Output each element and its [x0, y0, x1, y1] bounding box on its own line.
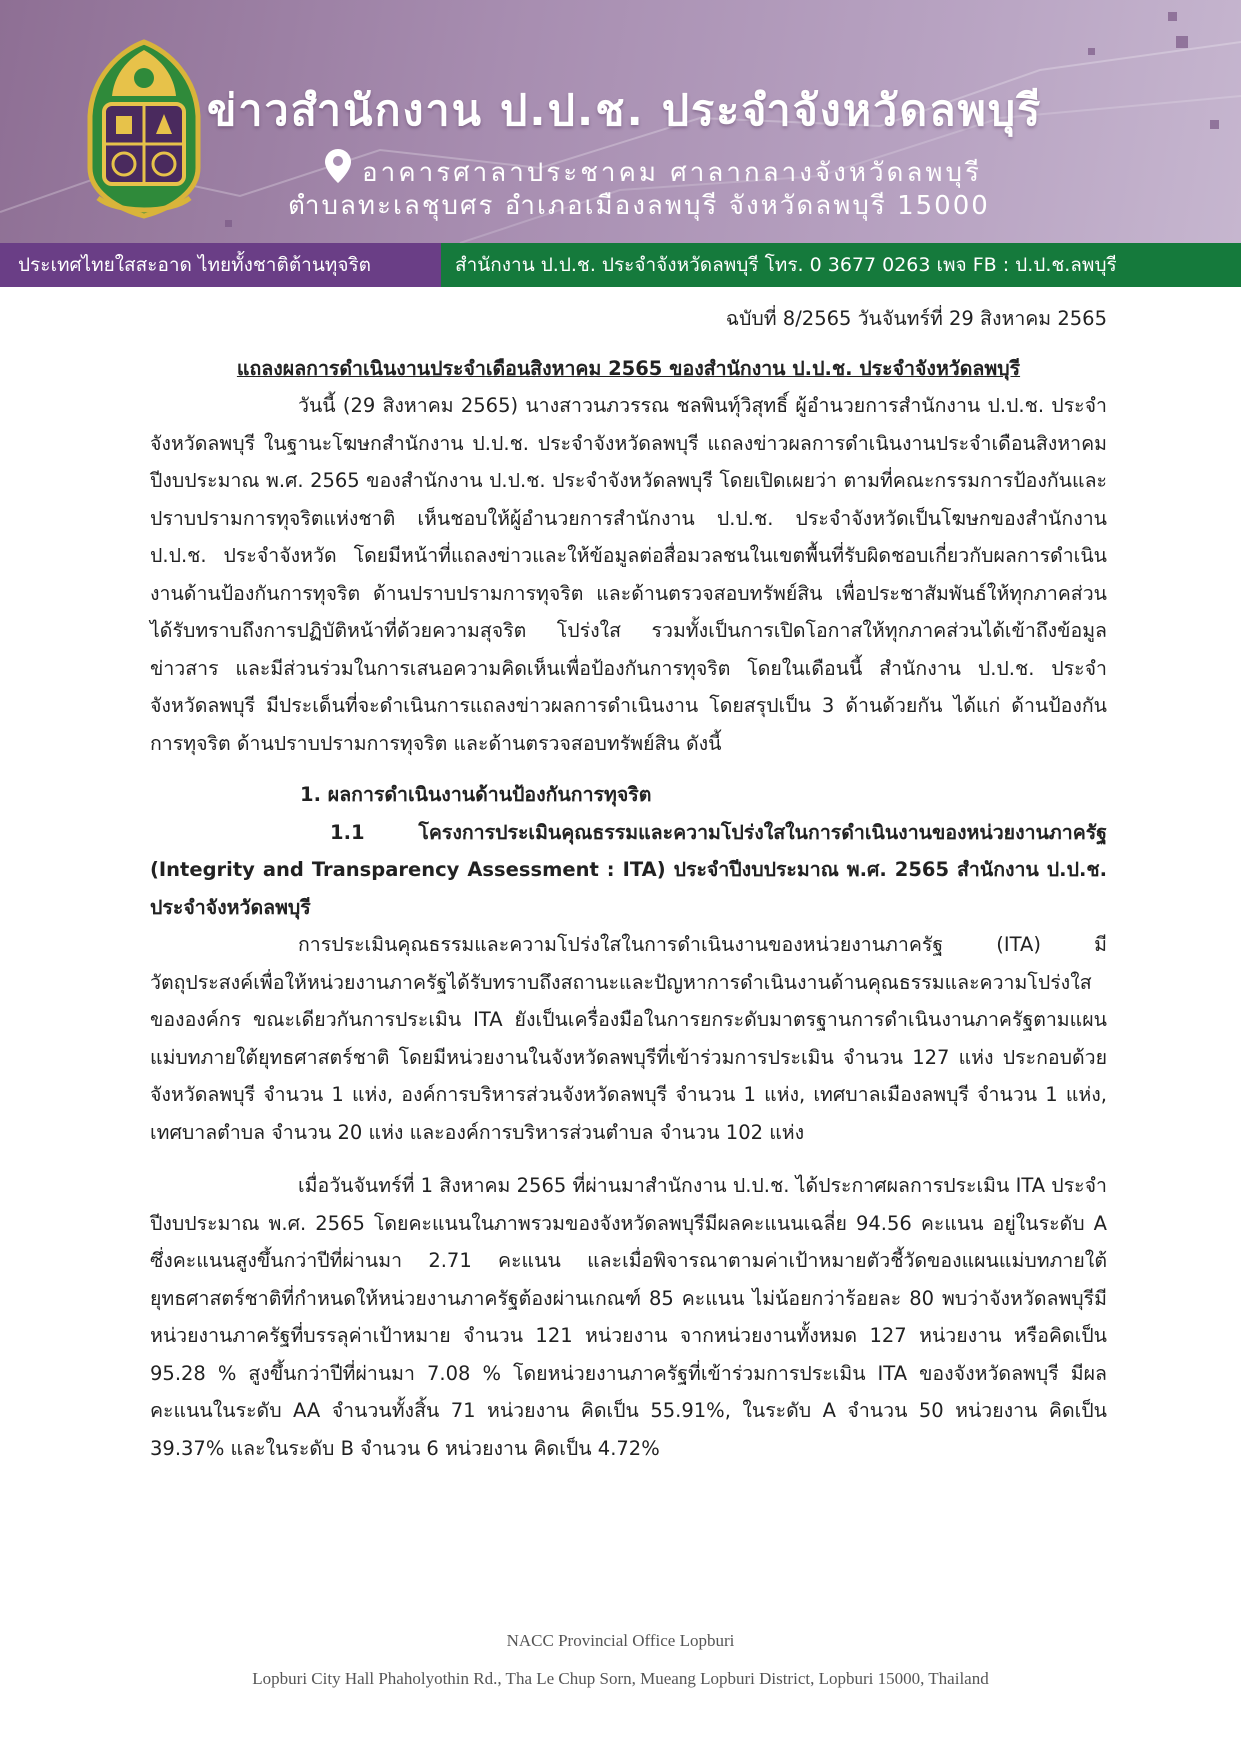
- header-banner: [0, 0, 1241, 243]
- section-1-1-heading: 1.1 โครงการประเมินคุณธรรมและความโปร่งใสในการดำเนินงานของหน่วยงานภาครัฐ (Integrity and Transparency Assessment : ITA) ประจำปีงบประมาณ พ.ศ. 2565 สำนักงาน ป.ป.ช. ประจำจังหวัดลพบุรี: [150, 820, 1107, 919]
- press-release-heading: แถลงผลการดำเนินงานประจำเดือนสิงหาคม 2565 ของสำนักงาน ป.ป.ช. ประจำจังหวัดลพบุรี: [236, 356, 1021, 380]
- banner-title: ข่าวสำนักงาน ป.ป.ช. ประจำจังหวัดลพบุรี: [207, 86, 1043, 136]
- intro-paragraph: วันนี้ (29 สิงหาคม 2565) นางสาวนภวรรณ ชลพินทุ์วิสุทธิ์ ผู้อำนวยการสำนักงาน ป.ป.ช. ประจำจังหวัดลพบุรี ในฐานะโฆษกสำนักงาน ป.ป.ช. ประจำจังหวัดลพบุรี แถลงข่าวผลการดำเนินงานประจำเดือนสิงหาคม ปีงบประมาณ พ.ศ. 2565 ของสำนักงาน ป.ป.ช. ประจำจังหวัดลพบุรี โดยเปิดเผยว่า ตามที่คณะกรรมการป้องกันและปราบปรามการทุจริตแห่งชาติ เห็นชอบให้ผู้อำนวยการสำนักงาน ป.ป.ช. ประจำจังหวัดเป็นโฆษกของสำนักงาน ป.ป.ช. ประจำจังหวัด โดยมีหน้าที่แถลงข่าวและให้ข้อมูลต่อสื่อมวลชนในเขตพื้นที่รับผิดชอบเกี่ยวกับผลการดำเนินงานด้านป้องกันการทุจริต ด้านปราบปรามการทุจริต และด้านตรวจสอบทรัพย์สิน เพื่อประชาสัมพันธ์ให้ทุกภาคส่วนได้รับทราบถึงการปฏิบัติหน้าที่ด้วยความสุจริต โปร่งใส รวมทั้งเป็นการเปิดโอกาสให้ทุกภาคส่วนได้เข้าถึงข้อมูลข่าวสาร และมีส่วนร่วมในการเสนอความคิดเห็นเพื่อป้องกันการทุจริต โดยในเดือนนี้ สำนักงาน ป.ป.ช. ประจำจังหวัดลพบุรี มีประเด็นที่จะดำเนินการแถลงข่าวผลการดำเนินงาน โดยสรุปเป็น 3 ด้านด้วยกัน ได้แก่ ด้านป้องกันการทุจริต ด้านปราบปรามการทุจริต และด้านตรวจสอบทรัพย์สิน ดังนี้: [150, 394, 1107, 755]
- footer-office-name: NACC Provincial Office Lopburi: [506, 1631, 735, 1650]
- section-1-heading: 1. ผลการดำเนินงานด้านป้องกันการทุจริต: [300, 783, 652, 806]
- slogan-bar: ประเทศไทยใสสะอาด ไทยทั้งชาติต้านทุจริต: [0, 243, 441, 287]
- contact-bar: สำนักงาน ป.ป.ช. ประจำจังหวัดลพบุรี โทร. 0 3677 0263 เพจ FB : ป.ป.ช.ลพบุรี: [441, 243, 1241, 287]
- footer-address: Lopburi City Hall Phaholyothin Rd., Tha Le Chup Sorn, Mueang Lopburi District, Lopburi 15000, Thailand: [252, 1669, 989, 1688]
- location-pin-icon: [324, 148, 352, 184]
- nacc-seal-icon: [78, 38, 210, 220]
- banner-address-line1: อาคารศาลาประชาคม ศาลากลางจังหวัดลพบุรี: [362, 158, 982, 188]
- document-body: [150, 300, 1107, 1467]
- issue-number: ฉบับที่ 8/2565 วันจันทร์ที่ 29 สิงหาคม 2565: [725, 307, 1107, 330]
- header-stripe: [0, 243, 1241, 287]
- ita-paragraph: การประเมินคุณธรรมและความโปร่งใสในการดำเนินงานของหน่วยงานภาครัฐ (ITA) มีวัตถุประสงค์เพื่อให้หน่วยงานภาครัฐได้รับทราบถึงสถานะและปัญหาการดำเนินงานด้านคุณธรรมและความโปร่งใสขององค์กร ขณะเดียวกันการประเมิน ITA ยังเป็นเครื่องมือในการยกระดับมาตรฐานการดำเนินงานภาครัฐตามแผนแม่บทภายใต้ยุทธศาสตร์ชาติ โดยมีหน่วยงานในจังหวัดลพบุรีที่เข้าร่วมการประเมิน จำนวน 127 แห่ง ประกอบด้วย จังหวัดลพบุรี จำนวน 1 แห่ง, องค์การบริหารส่วนจังหวัดลพบุรี จำนวน 1 แห่ง, เทศบาลเมืองลพบุรี จำนวน 1 แห่ง, เทศบาลตำบล จำนวน 20 แห่ง และองค์การบริหารส่วนตำบล จำนวน 102 แห่ง: [150, 933, 1107, 1144]
- ita-results-paragraph: เมื่อวันจันทร์ที่ 1 สิงหาคม 2565 ที่ผ่านมาสำนักงาน ป.ป.ช. ได้ประกาศผลการประเมิน ITA ประจำปีงบประมาณ พ.ศ. 2565 โดยคะแนนในภาพรวมของจังหวัดลพบุรีมีผลคะแนนเฉลี่ย 94.56 คะแนน อยู่ในระดับ A ซึ่งคะแนนสูงขึ้นกว่าปีที่ผ่านมา 2.71 คะแนน และเมื่อพิจารณาตามค่าเป้าหมายตัวชี้วัดของแผนแม่บทภายใต้ยุทธศาสตร์ชาติที่กำหนดให้หน่วยงานภาครัฐต้องผ่านเกณฑ์ 85 คะแนน ไม่น้อยกว่าร้อยละ 80 พบว่าจังหวัดลพบุรีมีหน่วยงานภาครัฐที่บรรลุค่าเป้าหมาย จำนวน 121 หน่วยงาน จากหน่วยงานทั้งหมด 127 หน่วยงาน หรือคิดเป็น 95.28 % สูงขึ้นกว่าปีที่ผ่านมา 7.08 % โดยหน่วยงานภาครัฐที่เข้าร่วมการประเมิน ITA ของจังหวัดลพบุรี มีผลคะแนนในระดับ AA จำนวนทั้งสิ้น 71 หน่วยงาน คิดเป็น 55.91%, ในระดับ A จำนวน 50 หน่วยงาน คิดเป็น 39.37% และในระดับ B จำนวน 6 หน่วยงาน คิดเป็น 4.72%: [150, 1174, 1107, 1460]
- banner-address-line2: ตำบลทะเลชุบศร อำเภอเมืองลพบุรี จังหวัดลพบุรี 15000: [288, 191, 990, 221]
